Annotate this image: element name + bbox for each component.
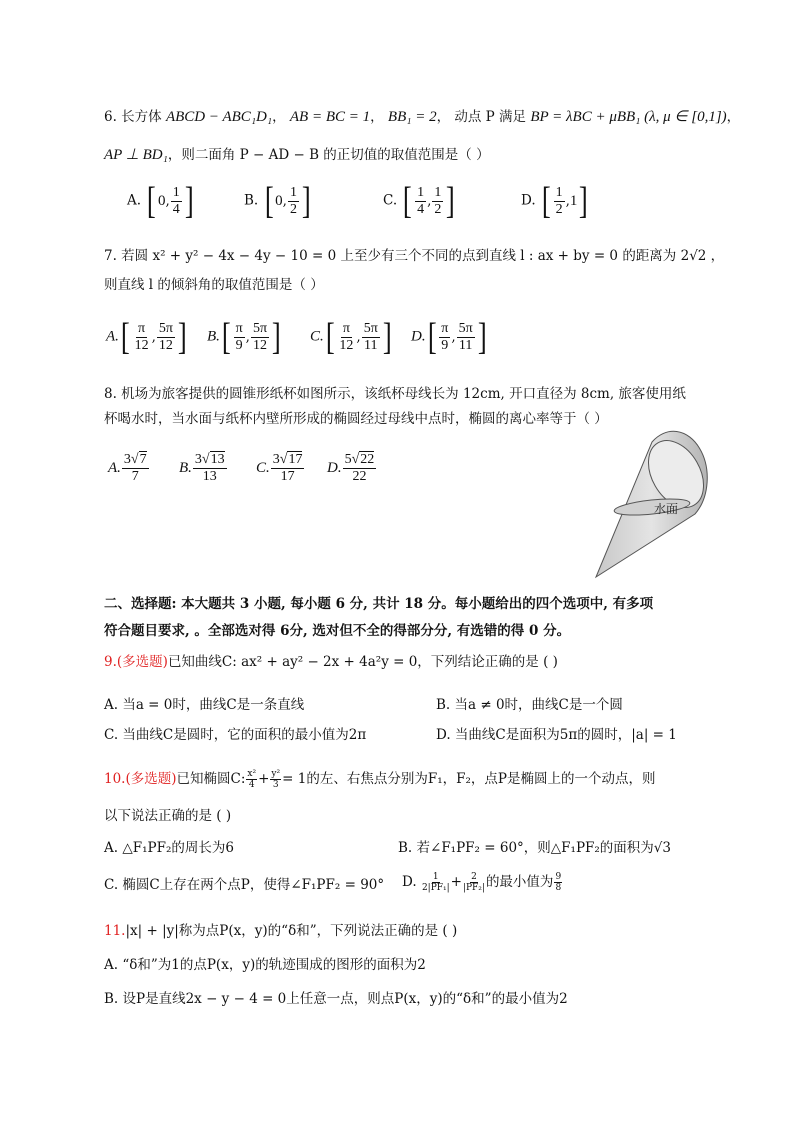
interval-right: 1 [569, 193, 578, 209]
option-label: A. [127, 192, 142, 209]
frac-den: 4 [248, 780, 255, 790]
q9-number: 9. [104, 654, 117, 670]
frac-num: 5π [158, 320, 173, 336]
frac-num: 1 [432, 872, 439, 882]
q11-option-a: A. “δ和”为1的点P(x，y)的轨迹围成的图形的面积为2 [104, 957, 426, 973]
q7-line1: 7. 若圆 x² + y² − 4x − 4y − 10 = 0 上至少有三个不同的点到直线 l : ax + by = 0 的距离为 2√2 ， [104, 248, 725, 264]
option-label: A. [108, 460, 121, 476]
q9-option-c: C. 当曲线C是圆时，它的面积的最小值为2π [104, 727, 367, 743]
q7-option-a: A. [ $\frac{\pi}{12}$ , $\frac{5\pi}{12}$ ] [106, 316, 187, 358]
frac-num: 5π [252, 320, 268, 336]
q6-option-a: A. [ 0 , $\frac{1}{4}$ ] [127, 180, 194, 222]
q10-tag: (多选题) [125, 771, 177, 787]
q10-option-b: B. 若∠F₁PF₂ = 60°，则△F₁PF₂的面积为√3 [398, 840, 671, 856]
frac-num: π [235, 320, 243, 336]
q6-line2 [104, 145, 490, 165]
radicand: 22 [360, 452, 375, 467]
q10-stem: 10.(多选题)已知椭圆C: $\frac{\text{x²}}{4}$ + $\frac{\text{y²}}{3}$ = 1的左、右焦点分别为F₁，F₂，点P是椭圆上的一个动点，则 [104, 769, 656, 790]
q6-solid: ABCD − ABC₁D₁ [165, 109, 273, 125]
option-label: D. [411, 328, 426, 345]
frac-den: 11 [458, 337, 473, 353]
q10-option-a: A. △F₁PF₂的周长为6 [104, 840, 234, 856]
frac-den: 9 [235, 337, 243, 353]
q8-option-d: D. $\frac{5√22}{22}$ [327, 452, 375, 484]
q8-line2: 杯喝水时，当水面与纸杯内壁所形成的椭圆经过母线中点时，椭圆的离心率等于（ ） [104, 411, 608, 427]
option-label: C. [310, 328, 324, 345]
frac-den: 12 [158, 337, 173, 353]
frac-num: 1 [417, 184, 425, 200]
q8-line1: 8. 机场为旅客提供的圆锥形纸杯如图所示，该纸杯母线长为 12cm, 开口直径为 8cm, 旅客使用纸 [104, 386, 686, 402]
frac-den: 11 [364, 337, 378, 353]
q9-option-b: B. 当a ≠ 0时，曲线C是一个圆 [436, 697, 623, 713]
option-label: D. [402, 874, 417, 890]
section2-line1: 二、选择题: 本大题共 3 小题, 每小题 6 分, 共计 18 分。每小题给出的四个选项中, 有多项 [104, 596, 654, 612]
option-label: D. [521, 192, 536, 209]
frac-num: 5π [458, 320, 473, 336]
frac-den: 12 [134, 337, 149, 353]
q6-option-d: D. [ $\frac{1}{2}$ , 1 ] [521, 180, 589, 222]
q10-option-c: C. 椭圆C上存在两个点P，使得∠F₁PF₂ = 90° [104, 877, 385, 893]
water-label: 水面 [654, 502, 679, 516]
frac-den: 7 [131, 469, 139, 484]
option-label: C. [256, 460, 270, 476]
frac-den: 8 [555, 883, 562, 893]
frac-den: 4 [417, 201, 425, 217]
q6-number: 6. 长方体 [104, 109, 162, 125]
frac-num: 1 [434, 184, 442, 200]
q6-cond1: AB = BC = 1 [289, 109, 371, 125]
frac-den: 3 [272, 780, 279, 790]
frac-den: 2 [555, 201, 563, 217]
section2-line2: 符合题目要求, 。全部选对得 6分, 选对但不全的得部分分, 有选错的得 0 分。 [104, 623, 571, 639]
q10-stem-b: 的左、右焦点分别为F₁，F₂，点P是椭圆上的一个动点，则 [306, 771, 656, 787]
coef: 5 [344, 452, 352, 467]
q11-stem [104, 921, 457, 941]
q8-option-a: A. $\frac{3√7}{7}$ [108, 452, 147, 484]
option-label: C. [383, 192, 398, 209]
q6-line1: 6. 长方体 ABCD − ABC₁D₁， AB = BC = 1， BB₁ = 2， 动点 P 满足 BP = λBC + μBB₁ (λ, μ ∈ [0,1])， [104, 109, 741, 125]
q11-question: |x| + |y|称为点P(x，y)的“δ和”，下列说法正确的是 ( ) [125, 923, 458, 939]
frac-num: 1 [555, 184, 563, 200]
q6-question: ，则二面角 P − AD − B 的正切值的取值范围是（ ） [167, 147, 490, 163]
q9-question: 已知曲线C: ax² + ay² − 2x + 4a²y = 0，下列结论正确的是 ( ) [167, 654, 558, 670]
option-label: A. [106, 328, 119, 345]
frac-num: y² [271, 769, 281, 779]
radicand: 7 [139, 452, 147, 467]
frac-den: 2 [434, 201, 442, 217]
q10-d-text: 的最小值为 [485, 874, 554, 890]
frac-num: 9 [555, 872, 562, 882]
q7-line2: 则直线 l 的倾斜角的取值范围是（ ） [104, 277, 324, 293]
interval-left: 0 [158, 193, 166, 209]
q6-option-b: B. [ 0 , $\frac{1}{2}$ ] [244, 180, 311, 222]
q11-number: 11. [104, 923, 126, 939]
q7-option-c: C. [ $\frac{\pi}{12}$ , $\frac{5\pi}{11}$ ] [310, 316, 392, 358]
interval-left: 0 [275, 193, 283, 209]
option-label: D. [327, 460, 342, 476]
q8-option-c: C. $\frac{3√17}{17}$ [256, 452, 303, 484]
frac-num: 5π [363, 320, 378, 336]
radicand: 13 [210, 452, 225, 467]
q10-option-d: D. $\frac{1}{\text{2|PF₁|}}$ + $\frac{2}{\text{|PF₂|}}$ 的最小值为 $\frac{9}{8}$ [402, 872, 562, 893]
q9-stem [104, 652, 558, 672]
frac-den: 2|PF₁| [421, 883, 450, 893]
q9-option-d: D. 当曲线C是面积为5π的圆时，|a| = 1 [436, 727, 677, 743]
frac-num: x² [247, 769, 257, 779]
q6-text: 动点 P 满足 [454, 109, 527, 125]
frac-num: 1 [172, 184, 180, 200]
option-label: B. [179, 460, 192, 476]
q7-option-b: B. [ $\frac{\pi}{9}$ , $\frac{5\pi}{12}$ ] [207, 316, 281, 358]
q6-formula: BP = λBC + μBB₁ (λ, μ ∈ [0,1]) [530, 109, 727, 125]
q10-stem-a: 已知椭圆C: [176, 771, 246, 787]
frac-den: 12 [339, 337, 354, 353]
q6-option-c: C. [ $\frac{1}{4}$ , $\frac{1}{2}$ ] [383, 180, 456, 222]
frac-num: π [342, 320, 350, 336]
option-label: B. [207, 328, 220, 345]
q9-tag: (多选题) [116, 654, 168, 670]
q6-cond3: AP ⊥ BD₁ [104, 147, 168, 163]
frac-den: 22 [352, 469, 367, 484]
q9-option-a: A. 当a = 0时，曲线C是一条直线 [104, 697, 305, 713]
frac-den: 9 [441, 337, 449, 353]
frac-num: 1 [289, 184, 297, 200]
frac-den: 17 [280, 469, 295, 484]
coef: 3 [194, 452, 202, 467]
radicand: 17 [288, 452, 303, 467]
cone-figure [592, 430, 712, 610]
frac-den: 2 [289, 201, 297, 217]
option-label: B. [244, 192, 259, 209]
frac-den: 12 [252, 337, 267, 353]
coef: 3 [123, 452, 131, 467]
coef: 3 [272, 452, 280, 467]
frac-num: π [138, 320, 146, 336]
q8-option-b: B. $\frac{3√13}{13}$ [179, 452, 225, 484]
frac-den: 4 [172, 201, 180, 217]
q11-option-b: B. 设P是直线2x − y − 4 = 0上任意一点，则点P(x，y)的“δ和”的最小值为2 [104, 991, 568, 1007]
q10-equals-one: = 1 [282, 771, 307, 787]
q7-option-d: D. [ $\frac{\pi}{9}$ , $\frac{5\pi}{11}$ ] [411, 316, 487, 358]
q6-cond2: BB₁ = 2 [387, 109, 437, 125]
frac-den: |PF₂| [462, 883, 485, 893]
q10-number: 10. [104, 771, 126, 787]
frac-num: 2 [471, 872, 477, 882]
frac-den: 13 [202, 469, 217, 484]
q10-line2: 以下说法正确的是 ( ) [104, 808, 232, 824]
frac-num: π [441, 320, 449, 336]
